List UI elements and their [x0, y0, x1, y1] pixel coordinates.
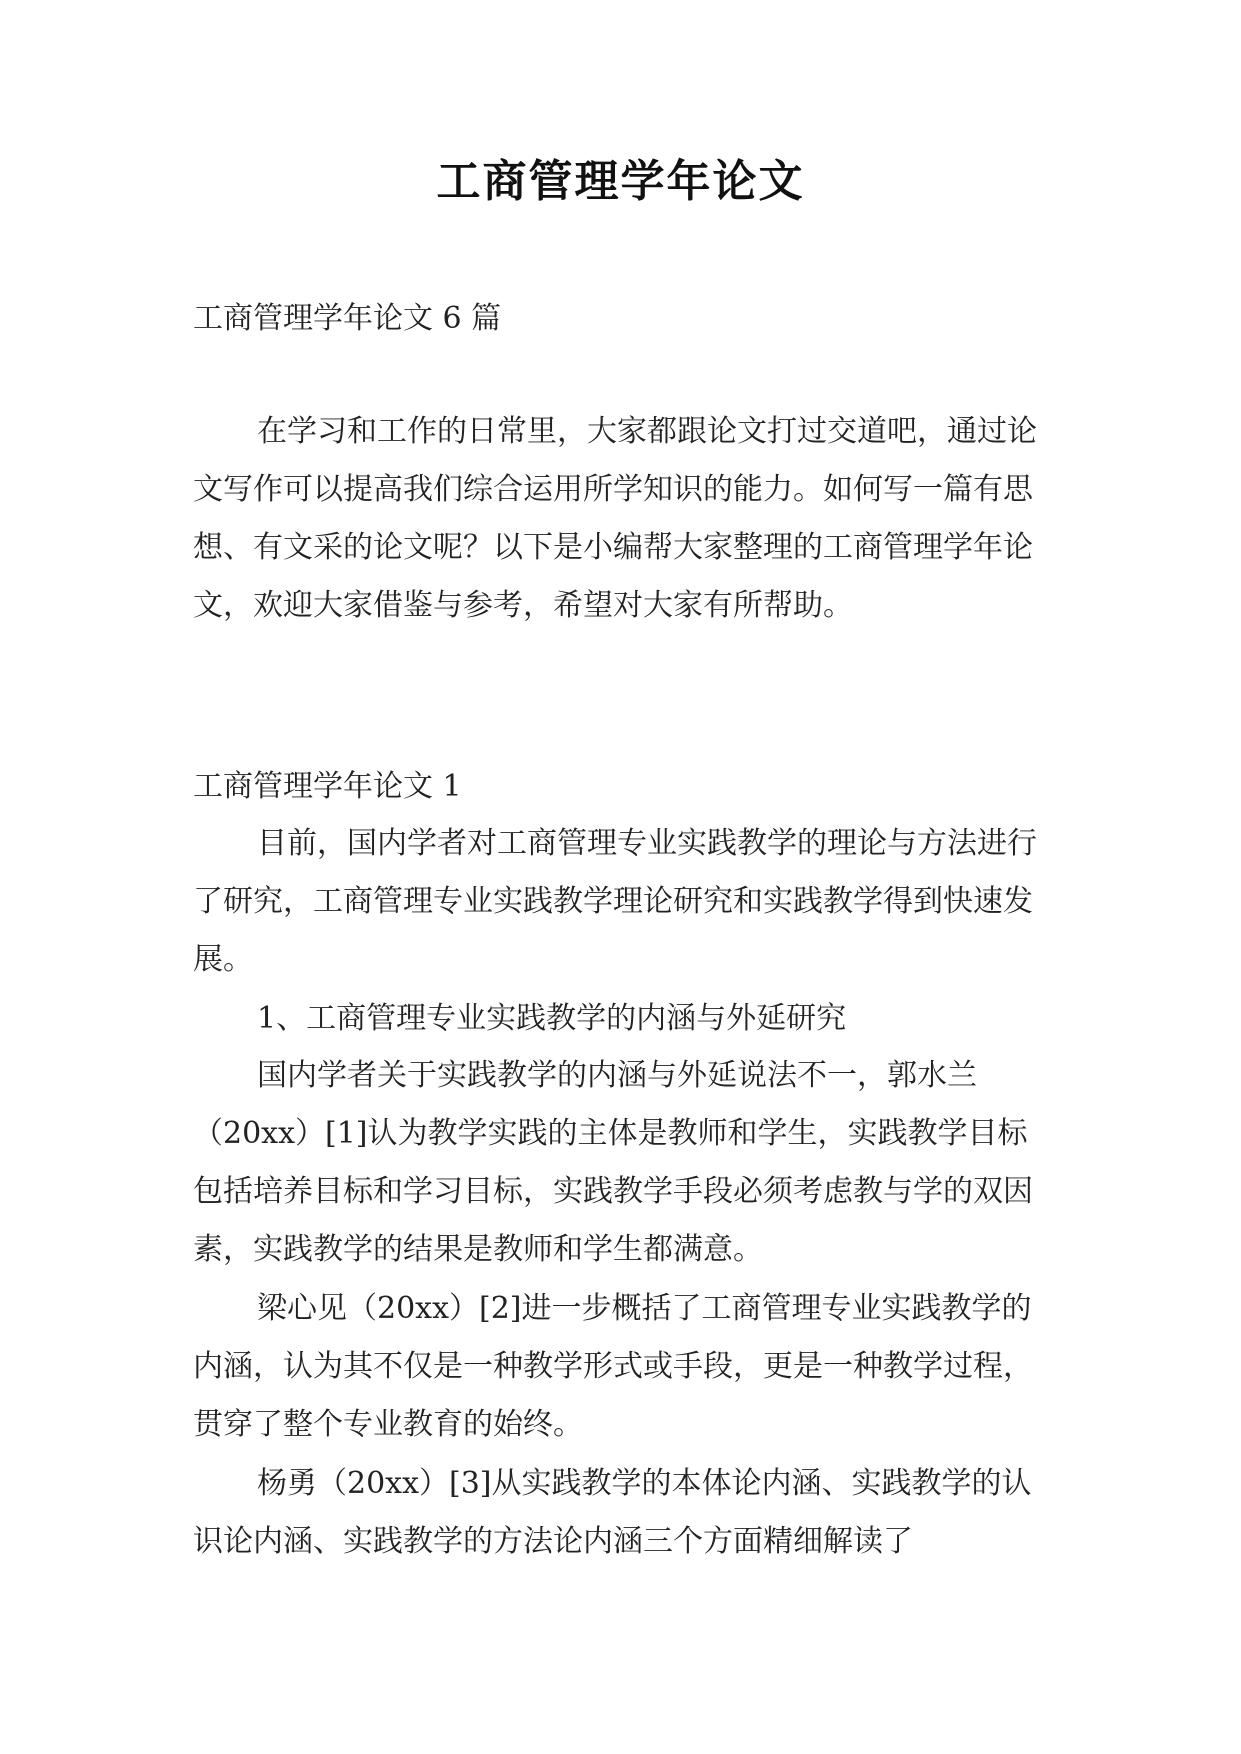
body-paragraph: 杨勇（20xx）[3]从实践教学的本体论内涵、实践教学的认识论内涵、实践教学的方法论内涵三个方面精细解读了 [193, 1466, 1032, 1559]
intro-paragraph: 在学习和工作的日常里，大家都跟论文打过交道吧，通过论文写作可以提高我们综合运用所学知识的能力。如何写一篇有思想、有文采的论文呢？以下是小编帮大家整理的工商管理学年论文，欢迎大家借鉴与参考，希望对大家有所帮助。 [193, 414, 1037, 623]
document-subtitle: 工商管理学年论文 6 篇 [193, 301, 502, 336]
body-paragraph: 国内学者关于实践教学的内涵与外延说法不一，郭水兰（20xx）[1]认为教学实践的主体是教师和学生，实践教学目标包括培养目标和学习目标，实践教学手段必须考虑教与学的双因素，实践教学的结果是教师和学生都满意。 [193, 1058, 1033, 1267]
body-paragraph: 梁心见（20xx）[2]进一步概括了工商管理专业实践教学的内涵，认为其不仅是一种教学形式或手段，更是一种教学过程，贯穿了整个专业教育的始终。 [193, 1291, 1033, 1442]
subsection-heading: 1、工商管理专业实践教学的内涵与外延研究 [257, 1001, 847, 1036]
document-title: 工商管理学年论文 [436, 156, 805, 207]
body-paragraph: 目前，国内学者对工商管理专业实践教学的理论与方法进行了研究，工商管理专业实践教学理论研究和实践教学得到快速发展。 [193, 826, 1037, 977]
section-heading: 工商管理学年论文 1 [193, 769, 462, 804]
